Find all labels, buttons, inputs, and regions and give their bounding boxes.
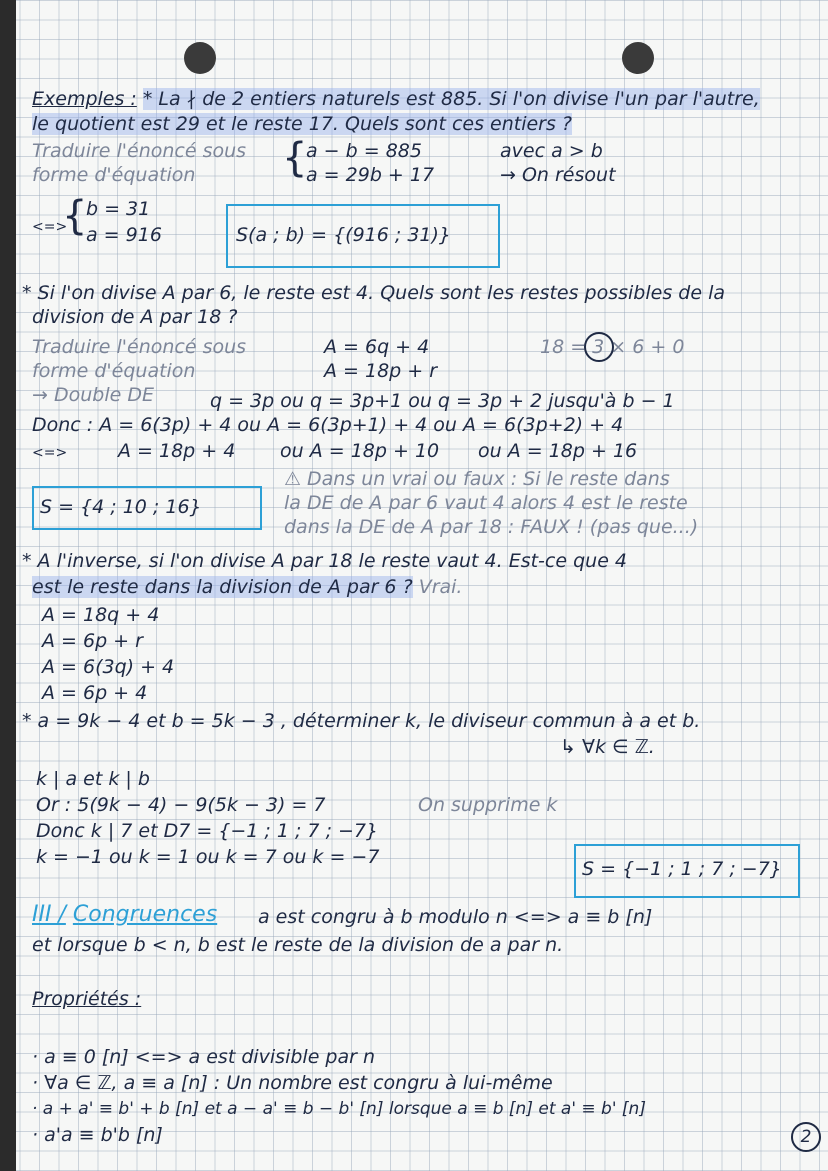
binder-hole-right: [622, 42, 654, 74]
example-statement-2: le quotient est 29 et le reste 17. Quels sont ces entiers ?: [32, 113, 573, 135]
problem2-equation-2: A = 18p + r: [324, 360, 438, 382]
equivalence-symbol: <=>: [32, 219, 68, 235]
problem3-statement-1: * A l'inverse, si l'on divise A par 18 le reste vaut 4. Est-ce que 4: [22, 550, 628, 572]
example-solution: S(a ; b) = {(916 ; 31)}: [236, 224, 451, 246]
warning-line-1: ⚠ Dans un vrai ou faux : Si le reste dans: [284, 468, 670, 490]
example-solution-box: [226, 204, 500, 268]
warning-line-3: dans la DE de A par 18 : FAUX ! (pas que...): [284, 516, 699, 538]
problem2-solution: S = {4 ; 10 ; 16}: [40, 496, 202, 518]
problem4-step-1: k | a et k | b: [36, 768, 150, 790]
property-2: · ∀a ∈ ℤ, a ≡ a [n] : Un nombre est congru à lui-même: [32, 1072, 553, 1094]
solve-note: → On résout: [500, 164, 616, 186]
page-number: 2: [791, 1122, 821, 1152]
property-1: · a ≡ 0 [n] <=> a est divisible par n: [32, 1046, 376, 1068]
translate-instruction-1: Traduire l'énoncé sous: [32, 140, 247, 162]
result-b: b = 31: [86, 198, 151, 220]
section3-number: III /: [32, 902, 66, 927]
property-3: · a + a' ≡ b' + b [n] et a − a' ≡ b − b' [n] lorsque a ≡ b [n] et a' ≡ b' [n]: [32, 1099, 646, 1119]
section3-title: Congruences: [72, 902, 218, 927]
translate-instruction-2: forme d'équation: [32, 164, 196, 186]
problem4-step-3: Donc k | 7 et D7 = {−1 ; 1 ; 7 ; −7}: [36, 820, 379, 842]
problem3-statement-2-row: [32, 576, 462, 598]
properties-title: Propriétés :: [32, 988, 142, 1010]
problem3-step-2: A = 6p + r: [42, 630, 143, 652]
binder-hole-left: [184, 42, 216, 74]
problem2-statement-2: division de A par 18 ?: [32, 306, 238, 328]
remainder-case-4: A = 18p + 4: [118, 440, 236, 462]
problem2-therefore: Donc : A = 6(3p) + 4 ou A = 6(3p+1) + 4 ou A = 6(3p+2) + 4: [32, 414, 624, 436]
property-4: · a'a ≡ b'b [n]: [32, 1124, 163, 1146]
examples-title: Exemples :: [32, 88, 137, 110]
remainder-case-16: ou A = 18p + 16: [478, 440, 638, 462]
system-equation-1: a − b = 885: [306, 140, 422, 162]
problem2-statement-1: * Si l'on divise A par 6, le reste est 4. Quels sont les restes possibles de la: [22, 282, 725, 304]
page-left-edge: [0, 0, 16, 1171]
problem2-solution-box: [32, 486, 262, 530]
system-brace: {: [282, 135, 308, 181]
problem2-side-note: 18 = 3 × 6 + 0: [540, 336, 685, 358]
example-intro-line-2: [32, 113, 572, 135]
problem3-answer: Vrai.: [418, 576, 463, 598]
warning-line-2: la DE de A par 6 vaut 4 alors 4 est le reste: [284, 492, 688, 514]
example-statement-1: * La ∤ de 2 entiers naturels est 885. Si l'on divise l'un par l'autre,: [142, 88, 760, 110]
congruence-definition-1: a est congru à b modulo n <=> a ≡ b [n]: [258, 906, 653, 928]
problem3-statement-2: est le reste dans la division de A par 6 ?: [32, 576, 413, 598]
remainder-case-10: ou A = 18p + 10: [280, 440, 440, 462]
double-division-label: → Double DE: [32, 384, 154, 406]
problem2-translate-2: forme d'équation: [32, 360, 196, 382]
result-a: a = 916: [86, 224, 162, 246]
congruence-definition-2: et lorsque b < n, b est le reste de la division de a par n.: [32, 934, 564, 956]
problem2-equivalence: <=>: [32, 445, 68, 461]
problem4-step-4: k = −1 ou k = 1 ou k = 7 ou k = −7: [36, 846, 380, 868]
example-intro-line-1: [32, 88, 760, 110]
circled-three: [584, 332, 614, 362]
problem4-note: On supprime k: [418, 794, 558, 816]
result-brace: {: [62, 193, 88, 239]
problem4-domain: ↳ ∀k ∈ ℤ.: [560, 736, 655, 758]
problem4-solution-box: [574, 844, 800, 898]
problem3-step-1: A = 18q + 4: [42, 604, 160, 626]
system-equation-2: a = 29b + 17: [306, 164, 435, 186]
system-condition: avec a > b: [500, 140, 603, 162]
section3-heading: [32, 904, 217, 926]
problem3-step-4: A = 6p + 4: [42, 682, 148, 704]
problem3-step-3: A = 6(3q) + 4: [42, 656, 175, 678]
q-cases: q = 3p ou q = 3p+1 ou q = 3p + 2 jusqu'à b − 1: [210, 390, 675, 412]
problem4-step-2: Or : 5(9k − 4) − 9(5k − 3) = 7: [36, 794, 326, 816]
problem4-statement: * a = 9k − 4 et b = 5k − 3 , déterminer k, le diviseur commun à a et b.: [22, 710, 701, 732]
problem4-solution: S = {−1 ; 1 ; 7 ; −7}: [582, 858, 782, 880]
problem2-translate-1: Traduire l'énoncé sous: [32, 336, 247, 358]
problem2-equation-1: A = 6q + 4: [324, 336, 430, 358]
